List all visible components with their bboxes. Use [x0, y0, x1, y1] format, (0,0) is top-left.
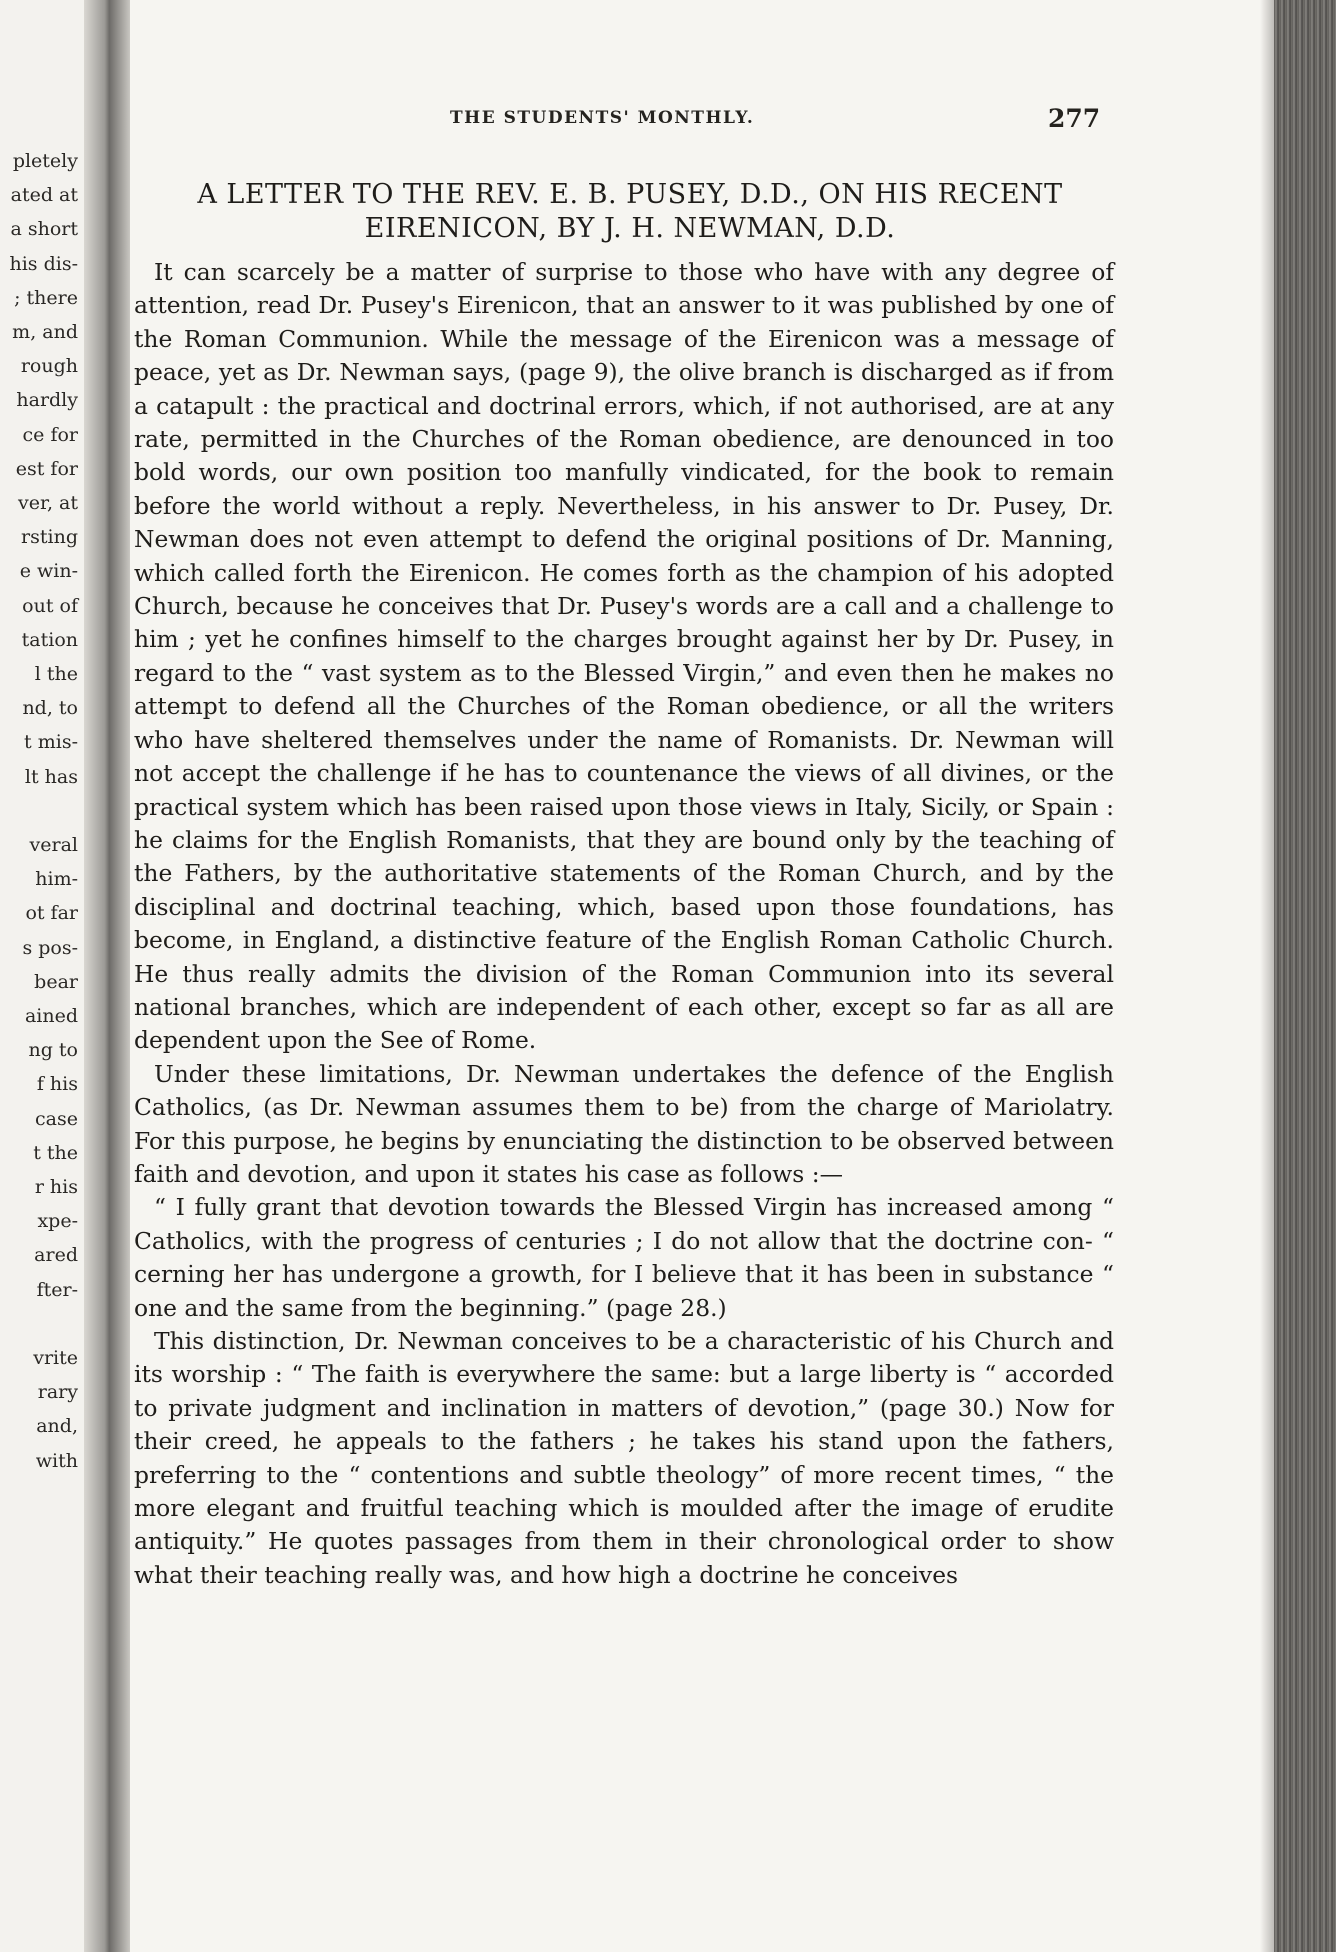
facing-page-line: xpe- — [37, 1210, 78, 1233]
facing-page-line: tation — [21, 628, 78, 651]
facing-page-line: out of — [22, 594, 78, 617]
paragraph-4: This distinction, Dr. Newman conceives to be a characteristic of his Church and its worship : “ The faith is everywhere the same: but a large liberty is “ accorded to private judgment and inclination in matters of devotion,” (page 30.) Now for their creed, he appeals to the fathers ; he takes his stand upon the fathers, preferring to the “ contentions and subtle theology” of more recent times, “ the more elegant and fruitful teaching which is moulded after the image of erudite antiquity.” He quotes passages from them in their chronological order to show what their teaching really was, and how high a doctrine he conceives — [134, 1327, 1114, 1589]
facing-page-line: rsting — [21, 526, 78, 549]
paragraph-2: Under these limitations, Dr. Newman undertakes the defence of the English Catholics, (as Dr. Newman assumes them to be) from the charge of Mariolatry. For this purpose, he begins by enunciating the distinction to be observed between faith and devotion, and upon it states his case as follows :— — [134, 1059, 1114, 1188]
facing-page-line: with — [35, 1449, 78, 1472]
facing-page-line: ver, at — [17, 492, 78, 514]
facing-page-line: a short — [10, 218, 78, 241]
facing-page-line: ; there — [14, 286, 78, 309]
book-page — [130, 0, 1260, 1952]
facing-page-line: ot far — [25, 902, 78, 925]
facing-page-line: pletely — [12, 150, 78, 172]
facing-page-line: bear — [34, 970, 78, 993]
facing-page-line: fter- — [36, 1278, 78, 1301]
facing-page-line: rough — [20, 355, 78, 378]
running-head: THE STUDENTS' MONTHLY. — [450, 108, 755, 128]
facing-page-line: vrite — [33, 1347, 78, 1369]
facing-page-line: lt has — [24, 765, 78, 788]
facing-page-line: t the — [33, 1141, 78, 1164]
facing-page-line: ng to — [28, 1039, 78, 1062]
facing-page-line: ce for — [22, 423, 78, 446]
facing-page-line: l the — [34, 663, 78, 685]
article-title-line-1: A LETTER TO THE REV. E. B. PUSEY, D.D., ON HIS RECENT — [197, 179, 1063, 210]
page-number: 277 — [1048, 104, 1101, 133]
facing-page-line: him- — [35, 868, 78, 891]
facing-page-line: e win- — [19, 560, 78, 583]
facing-page-line: ated at — [10, 184, 78, 207]
facing-page-line: veral — [29, 834, 78, 856]
facing-page-line: t mis- — [24, 731, 78, 754]
facing-page-line: f his — [36, 1073, 78, 1096]
book-edge — [1274, 0, 1336, 1952]
article-title-line-2: EIRENICON, BY J. H. NEWMAN, D.D. — [364, 213, 896, 244]
facing-page-line: s pos- — [22, 936, 78, 959]
article-body — [134, 256, 1114, 1592]
facing-page-fragment — [0, 0, 84, 1952]
facing-page-line: case — [35, 1107, 78, 1130]
article-title — [130, 178, 1130, 246]
facing-page-line: m, and — [12, 321, 78, 343]
facing-page-line: his dis- — [9, 252, 78, 275]
facing-page-line: and, — [36, 1415, 78, 1438]
quotation-paragraph: “ I fully grant that devotion towards the Blessed Virgin has increased among “ Catholics, with the progress of centuries ; I do not allow that the doctrine con- “ cerning her has undergone a growth, for I believe that it has been in substance “ one and the same from the beginning.” (page 28.) — [134, 1193, 1114, 1322]
page-gutter — [84, 0, 130, 1952]
paragraph-1: It can scarcely be a matter of surprise to those who have with any degree of attention, read Dr. Pusey's Eirenicon, that an answer to it was published by one of the Roman Communion. While the message of the Eirenicon was a message of peace, yet as Dr. Newman says, (page 9), the olive branch is discharged as if from a catapult : the practical and doctrinal errors, which, if not authorised, are at any rate, permitted in the Churches of the Roman obedience, are denounced in too bold words, our own position too manfully vindicated, for the book to remain before the world without a reply. Nevertheless, in his answer to Dr. Pusey, Dr. Newman does not even attempt to defend the original positions of Dr. Manning, which called forth the Eirenicon. He comes forth as the champion of his adopted Church, because he conceives that Dr. Pusey's words are a call and a challenge to him ; yet he confines himself to the charges brought against her by Dr. Pusey, in regard to the “ vast system as to the Blessed Virgin,” and even then he makes no attempt to defend all the Churches of the Roman obedience, or all the writers who have sheltered themselves under the name of Romanists. Dr. Newman will not accept the challenge if he has to countenance the views of all divines, or the practical system which has been raised upon those views in Italy, Sicily, or Spain : he claims for the English Romanists, that they are bound only by the teaching of the Fathers, by the authoritative statements of the Roman Church, and by the disciplinal and doctrinal teaching, which, based upon those foundations, has become, in England, a distinctive feature of the English Roman Catholic Church. He thus really admits the division of the Roman Communion into its several national branches, which are independent of each other, except so far as all are dependent upon the See of Rome. — [134, 258, 1114, 1055]
facing-page-line: ained — [24, 1005, 78, 1027]
facing-page-line: nd, to — [22, 697, 78, 720]
facing-page-line: hardly — [16, 389, 78, 412]
page-edge-shadow — [1260, 0, 1274, 1952]
facing-page-line: rary — [37, 1381, 78, 1404]
facing-page-line: r his — [34, 1176, 78, 1198]
facing-page-line: ared — [34, 1244, 78, 1267]
facing-page-line: est for — [15, 457, 78, 480]
